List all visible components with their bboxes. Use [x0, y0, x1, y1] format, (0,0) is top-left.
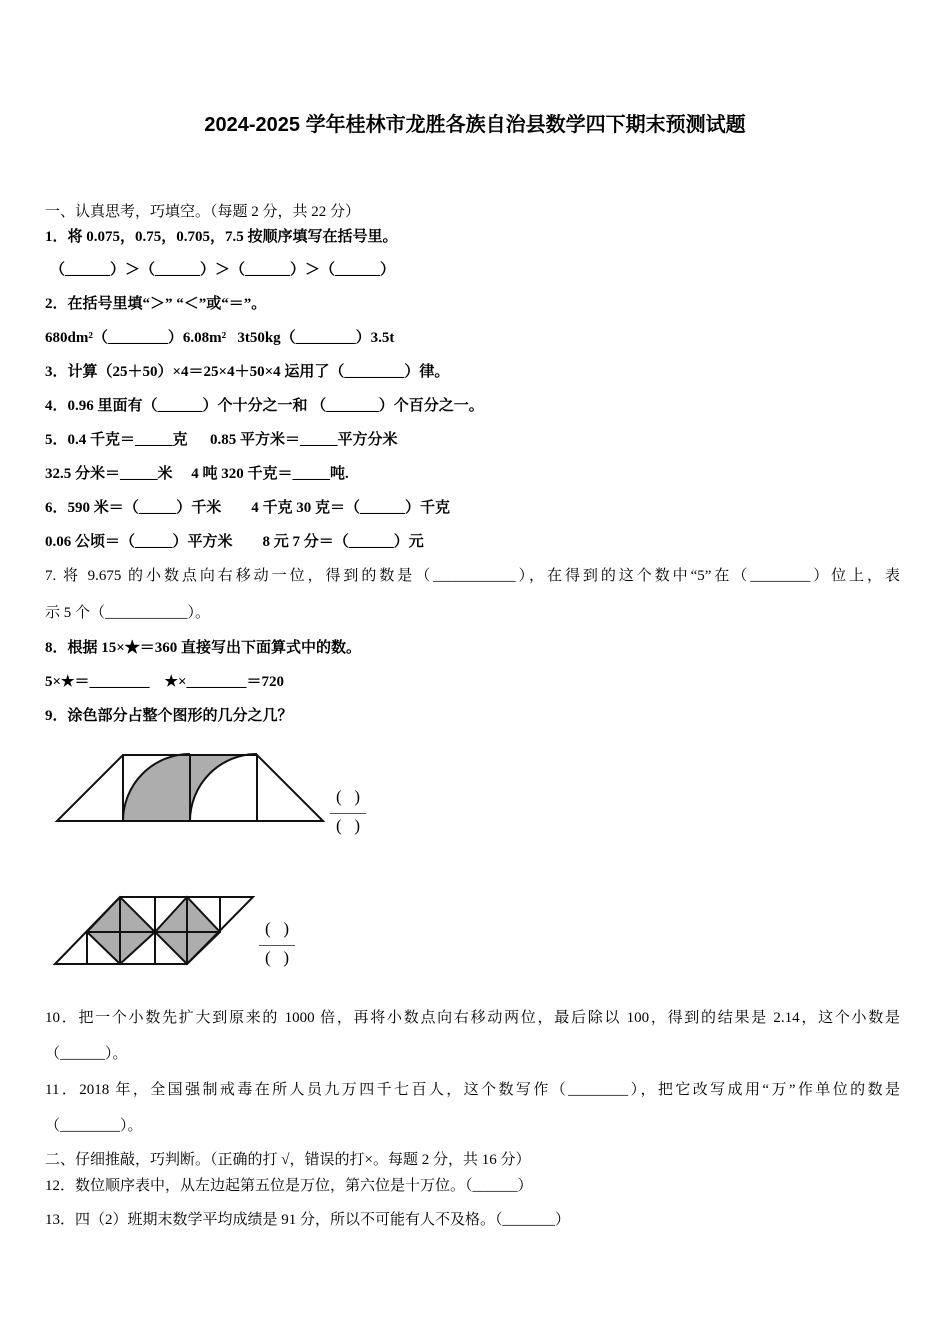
question-1-answer-blanks: （______）＞（______）＞（______）＞（______） — [50, 262, 396, 278]
question-4: 4．0.96 里面有（______）个十分之一和 （_______）个百分之一。 — [45, 398, 484, 414]
question-11-line-2: （________）。 — [45, 1118, 143, 1134]
question-8-equations: 5×★＝________ ★×________＝720 — [45, 674, 284, 690]
question-13: 13．四（2）班期末数学平均成绩是 91 分，所以不可能有人不及格。（_______） — [45, 1212, 571, 1228]
question-5-line-1: 5．0.4 千克＝_____克 0.85 平方米＝_____平方分米 — [45, 432, 398, 448]
question-6-line-1: 6．590 米＝（_____）千米 4 千克 30 克＝（______）千克 — [45, 500, 451, 516]
figure-2-denominator-blank: ( ) — [264, 948, 290, 967]
question-1-prompt: 1．将 0.075，0.75，0.705，7.5 按顺序填写在括号里。 — [45, 229, 398, 245]
question-2-comparisons: 680dm²（________）6.08m² 3t50kg（________）3.5t — [45, 330, 395, 346]
figure-1-fraction-bar — [330, 813, 366, 814]
figure-2-fraction-bar — [259, 945, 295, 946]
question-6-line-2: 0.06 公顷＝（_____）平方米 8 元 7 分＝（______）元 — [45, 534, 424, 550]
section-heading-fill-in: 一、认真思考，巧填空。（每题 2 分，共 22 分） — [45, 204, 361, 220]
question-2-prompt: 2．在括号里填“＞” “＜”或“＝”。 — [45, 296, 267, 312]
question-7-line-2: 示 5 个（___________）。 — [45, 605, 211, 621]
question-9-prompt: 9．涂色部分占整个图形的几分之几？ — [45, 708, 293, 724]
question-3: 3．计算（25＋50）×4＝25×4＋50×4 运用了（________）律。 — [45, 364, 450, 380]
figure-2-numerator-blank[interactable]: ( ) — [264, 919, 290, 938]
question-12: 12．数位顺序表中，从左边起第五位是万位，第六位是十万位。（______） — [45, 1178, 533, 1194]
figure-1-numerator-blank[interactable]: ( ) — [335, 787, 361, 806]
page-title: 2024-2025 学年桂林市龙胜各族自治县数学四下期末预测试题 — [204, 114, 746, 136]
section-heading-true-false: 二、仔细推敲，巧判断。（正确的打 √，错误的打×。每题 2 分，共 16 分） — [45, 1152, 531, 1168]
question-10-line-2: （______）。 — [45, 1046, 128, 1062]
question-11-line-1: 11．2018 年，全国强制戒毒在所人员九万四千七百人，这个数写作（________），把它改写成用“万”作单位的数是 — [45, 1082, 900, 1098]
question-8-prompt: 8．根据 15×★＝360 直接写出下面算式中的数。 — [45, 640, 362, 656]
question-10-line-1: 10．把一个小数先扩大到原来的 1000 倍，再将小数点向右移动两位，最后除以 100，得到的结果是 2.14，这个小数是 — [45, 1010, 900, 1026]
question-7-line-1: 7. 将 9.675 的小数点向右移动一位，得到的数是（___________），在得到的这个数中“5”在（________）位上，表 — [45, 568, 900, 584]
figure-1-denominator-blank[interactable]: ( ) — [335, 816, 361, 835]
question-5-line-2: 32.5 分米＝_____米 4 吨 320 千克＝_____吨. — [45, 466, 349, 482]
